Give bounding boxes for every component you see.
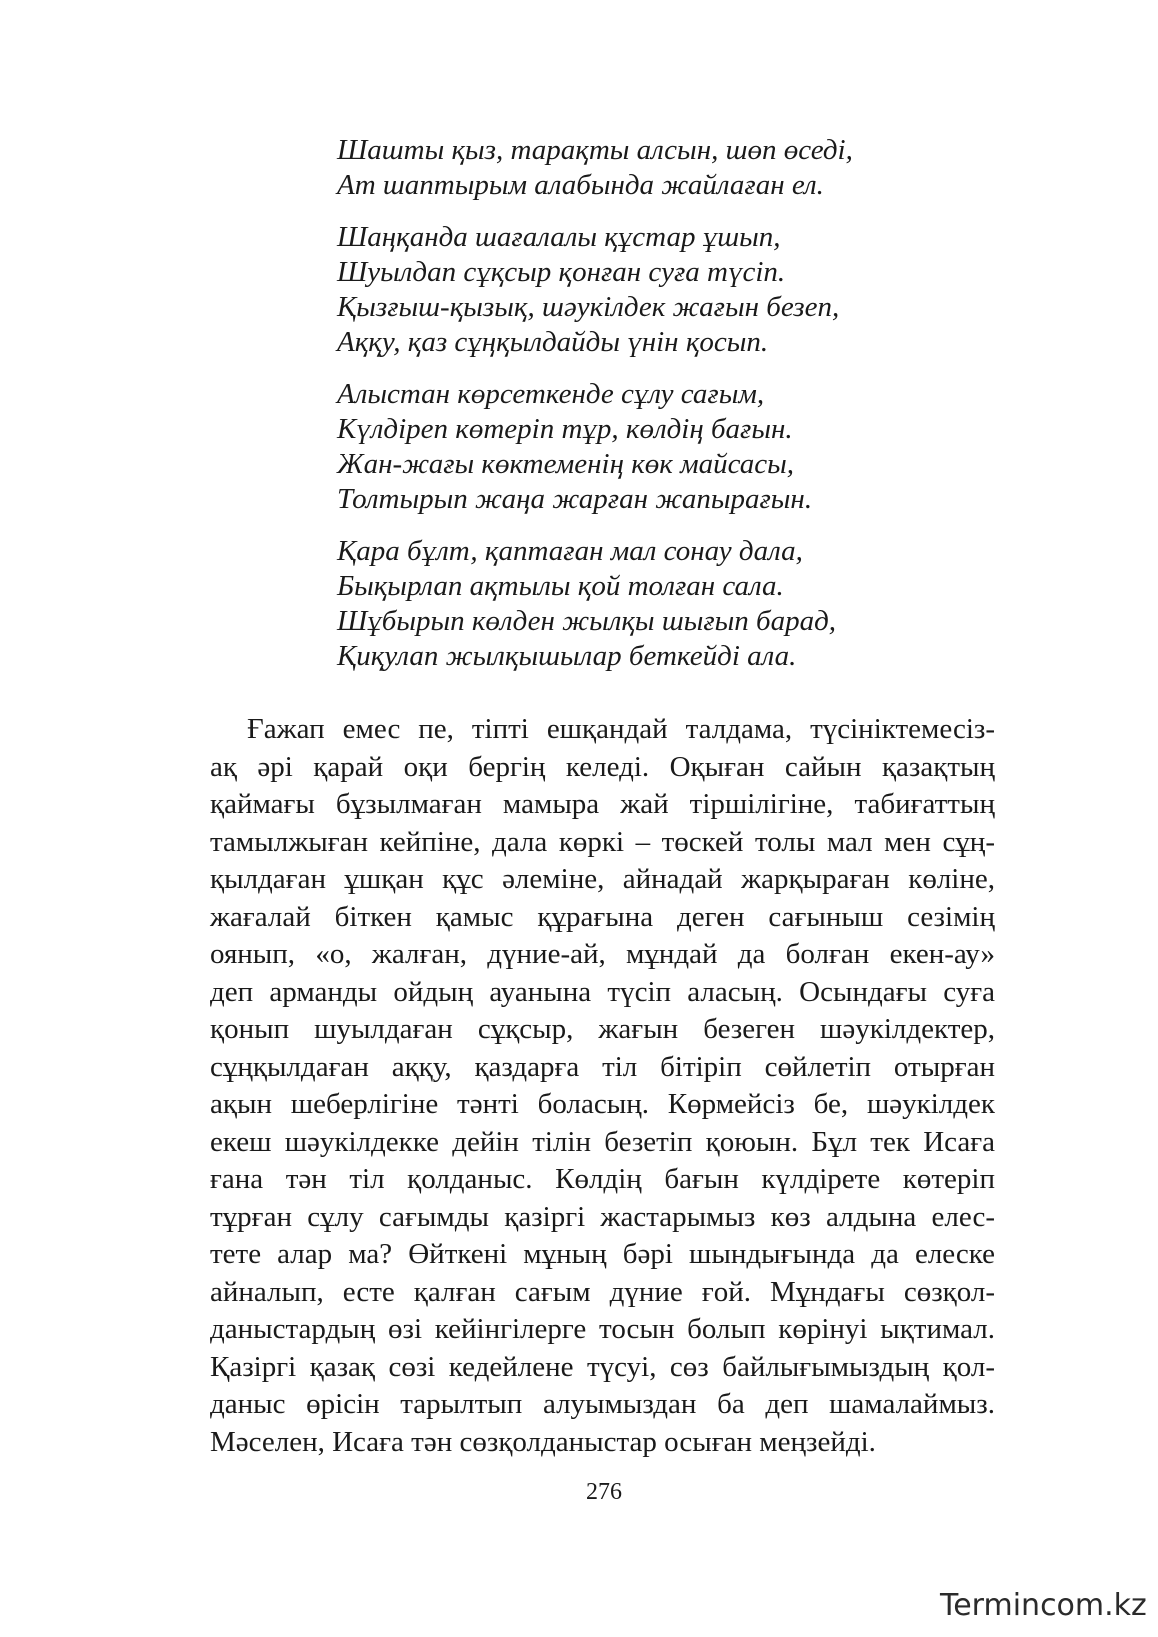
prose-line: Мәселен, Исаға тән сөзқолданыстар осыған меңзейді. bbox=[210, 1425, 876, 1458]
poem-line: Жан-жағы көктеменің көк майсасы, bbox=[337, 448, 794, 480]
prose-line: жағалай біткен қамыс құрағына деген сағыныш сезімің bbox=[210, 900, 995, 933]
poem-line: Қара бұлт, қаптаған мал сонау дала, bbox=[337, 535, 803, 567]
prose-line: ақ әрі қарай оқи бергің келеді. Оқыған сайын қазақтың bbox=[210, 750, 995, 783]
poem bbox=[337, 133, 977, 674]
prose-paragraph bbox=[210, 711, 995, 1461]
poem-line: Қиқулап жылқышылар беткейді ала. bbox=[337, 640, 797, 672]
poem-stanza bbox=[337, 377, 977, 517]
poem-line: Аққу, қаз сұңқылдайды үнін қосып. bbox=[337, 326, 769, 358]
poem-line: Толтырып жаңа жарған жапырағын. bbox=[337, 483, 813, 515]
prose-line: ғана тән тіл қолданыс. Көлдің бағын күлдірете көтеріп bbox=[210, 1163, 995, 1195]
prose-line: қылдаған ұшқан құс әлеміне, айнадай жарқыраған көліне, bbox=[210, 863, 995, 895]
watermark-logo: Termincom.kz bbox=[940, 1588, 1147, 1623]
prose-line: қонып шуылдаған сұқсыр, жағын безеген шәукілдектер, bbox=[210, 1013, 995, 1045]
prose-line: ақын шеберлігіне тәнті боласың. Көрмейсіз бе, шәукілдек bbox=[210, 1088, 995, 1120]
poem-stanza bbox=[337, 534, 977, 674]
prose-line: тұрған сұлу сағымды қазіргі жастарымыз көз алдына елес- bbox=[210, 1200, 995, 1233]
prose-line: айналып, есте қалған сағым дүние ғой. Мұндағы сөзқол- bbox=[210, 1275, 995, 1308]
page-number: 276 bbox=[586, 1479, 622, 1505]
poem-stanza bbox=[337, 220, 977, 360]
poem-line: Бықырлап ақтылы қой толған сала. bbox=[337, 570, 784, 602]
poem-line: Қызғыш-қызық, шәукілдек жағын безеп, bbox=[337, 291, 840, 323]
prose-line: қаймағы бұзылмаған мамыра жай тіршілігіне, табиғаттың bbox=[210, 788, 995, 820]
prose-line: даныстардың өзі кейінгілерге тосын болып көрінуі ықтимал. bbox=[210, 1313, 995, 1345]
poem-line: Ат шаптырым алабында жайлаған ел. bbox=[337, 169, 824, 201]
poem-line: Шаңқанда шағалалы құстар ұшып, bbox=[337, 221, 781, 253]
poem-line: Шұбырып көлден жылқы шығып барад, bbox=[337, 605, 837, 637]
prose-line: тете алар ма? Өйткені мұның бәрі шындығында да елеске bbox=[210, 1238, 995, 1270]
poem-line: Алыстан көрсеткенде сұлу сағым, bbox=[337, 378, 765, 410]
prose-line: тамылжыған кейпіне, дала көркі – төскей толы мал мен сұң- bbox=[210, 825, 995, 858]
prose-line: даныс өрісін тарылтып алуымыздан ба деп шамалаймыз. bbox=[210, 1388, 995, 1420]
poem-line: Күлдіреп көтеріп тұр, көлдің бағын. bbox=[337, 413, 793, 445]
poem-stanza bbox=[337, 133, 977, 203]
prose-line: Қазіргі қазақ сөзі кедейлене түсуі, сөз байлығымыздың қол- bbox=[210, 1350, 995, 1383]
poem-line: Шашты қыз, тарақты алсын, шөп өседі, bbox=[337, 134, 853, 166]
poem-line: Шуылдап сұқсыр қонған суға түсіп. bbox=[337, 256, 786, 288]
prose-line: Ғажап емес пе, тіпті ешқандай талдама, түсініктемесіз- bbox=[247, 713, 995, 745]
prose-line: екеш шәукілдекке дейін тілін безетіп қоюын. Бұл тек Исаға bbox=[210, 1125, 995, 1158]
prose-line: оянып, «о, жалған, дүние-ай, мұндай да болған екен-ау» bbox=[210, 938, 995, 970]
prose-line: деп арманды ойдың ауанына түсіп аласың. Осындағы суға bbox=[210, 975, 995, 1008]
prose-line: сұңқылдаған аққу, қаздарға тіл бітіріп сөйлетіп отырған bbox=[210, 1050, 995, 1083]
